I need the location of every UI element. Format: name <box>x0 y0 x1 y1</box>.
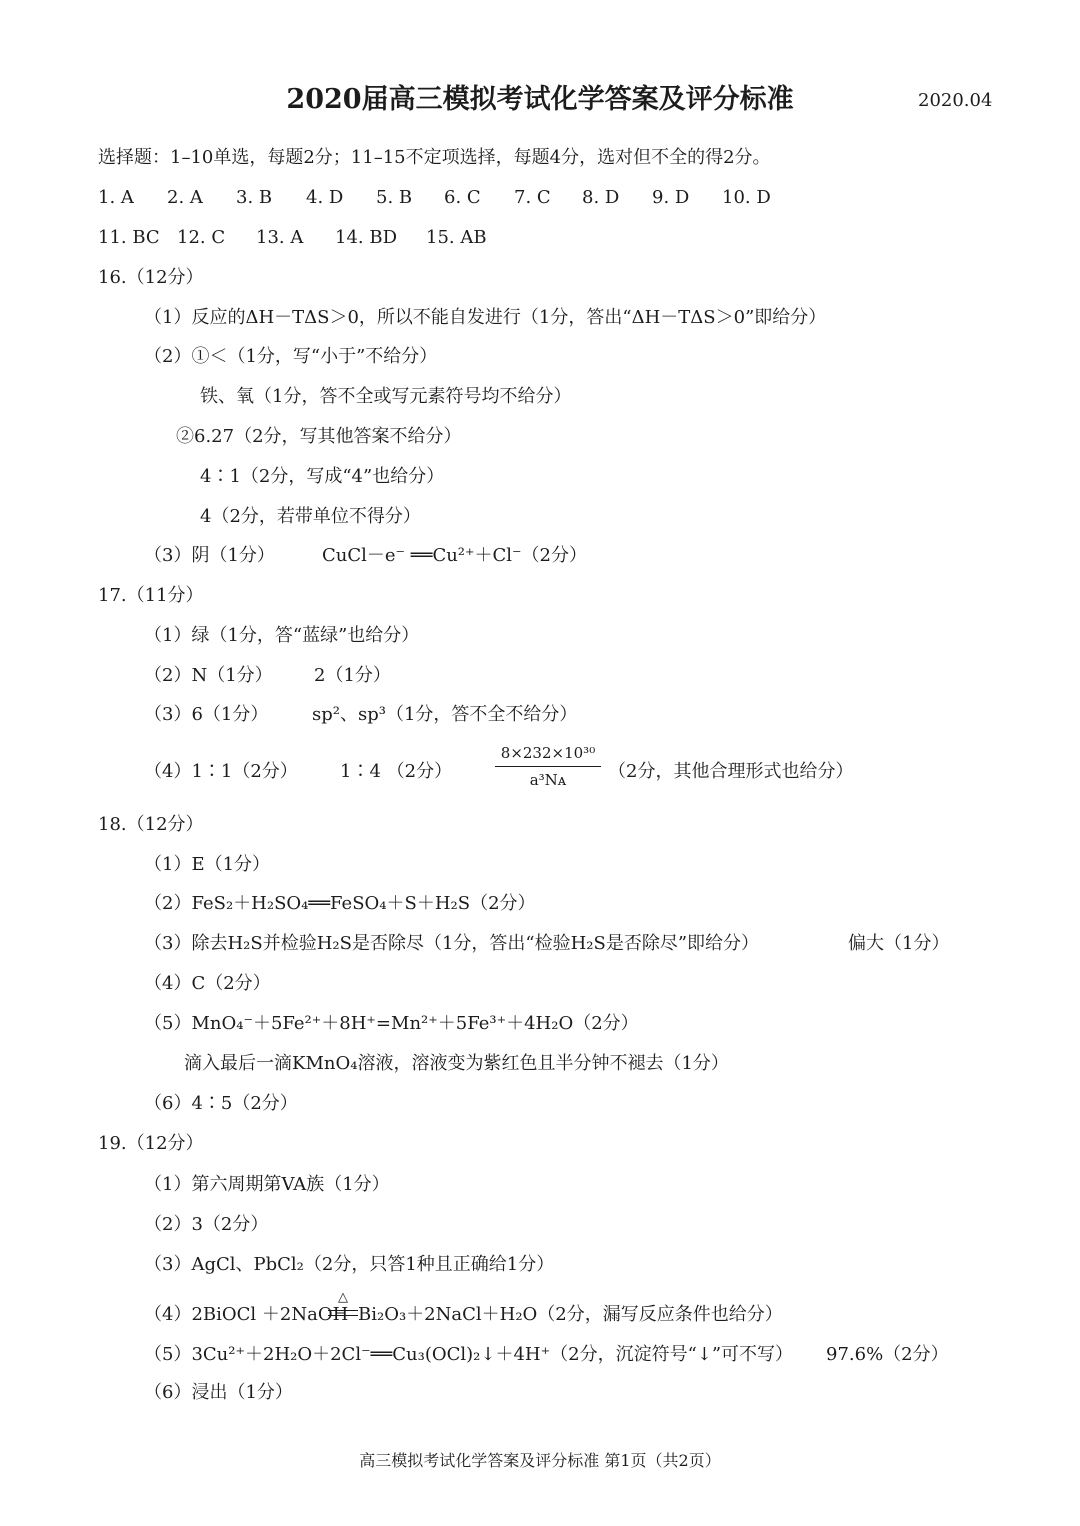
choice-answer: 6. C <box>444 187 481 208</box>
choice-answer: 8. D <box>582 187 620 208</box>
answer-line: （2）3（2分） <box>144 1214 269 1235</box>
answer-line: ②6.27（2分，写其他答案不给分） <box>176 426 462 447</box>
answer-line: 2（1分） <box>314 665 391 686</box>
choice-answer: 5. B <box>376 187 413 208</box>
choice-answer: 2. A <box>167 187 203 208</box>
choice-answer: 11. BC <box>98 227 160 248</box>
answer-line: （3）除去H₂S并检验H₂S是否除尽（1分，答出“检验H₂S是否除尽”即给分） <box>144 933 760 954</box>
choice-instructions: 选择题：1–10单选，每题2分；11–15不定项选择，每题4分，选对但不全的得2分。 <box>98 147 771 168</box>
answer-line: （5）MnO₄⁻＋5Fe²⁺＋8H⁺=Mn²⁺＋5Fe³⁺＋4H₂O（2分） <box>144 1013 639 1034</box>
answer-line: （1）E（1分） <box>144 854 271 875</box>
choice-answer: 7. C <box>514 187 551 208</box>
question-heading: 19.（12分） <box>98 1133 204 1154</box>
answer-line: Bi₂O₃＋2NaCl＋H₂O（2分，漏写反应条件也给分） <box>358 1304 783 1325</box>
equals-bar-top <box>328 1310 358 1311</box>
choice-answer: 10. D <box>722 187 771 208</box>
answer-line: （4）1∶1（2分） <box>144 761 298 782</box>
answer-line: 1∶4 （2分） <box>340 761 453 782</box>
answer-line: （6）浸出（1分） <box>144 1382 293 1403</box>
choice-answer: 4. D <box>306 187 344 208</box>
page-footer: 高三模拟考试化学答案及评分标准 第1页（共2页） <box>359 1451 721 1470</box>
answer-line: sp²、sp³（1分，答不全不给分） <box>312 704 578 725</box>
answer-line: （2分，其他合理形式也给分） <box>608 761 854 782</box>
page-title: 2020届高三模拟考试化学答案及评分标准 <box>286 84 794 115</box>
exam-date: 2020.04 <box>918 90 993 111</box>
answer-line: 滴入最后一滴KMnO₄溶液，溶液变为紫红色且半分钟不褪去（1分） <box>184 1053 729 1074</box>
answer-line: （2）①＜（1分，写“小于”不给分） <box>144 346 438 367</box>
answer-line: CuCl－e⁻ ══Cu²⁺＋Cl⁻（2分） <box>322 545 588 566</box>
question-heading: 18.（12分） <box>98 814 204 835</box>
choice-answer: 1. A <box>98 187 134 208</box>
choice-answer: 12. C <box>177 227 226 248</box>
choice-answer: 3. B <box>236 187 273 208</box>
answer-line: （1）第六周期第VA族（1分） <box>144 1174 390 1195</box>
choice-answer: 14. BD <box>335 227 398 248</box>
answer-line: 偏大（1分） <box>848 933 950 954</box>
equals-bar-bottom <box>328 1315 358 1316</box>
question-heading: 17.（11分） <box>98 585 204 606</box>
choice-answer: 9. D <box>652 187 690 208</box>
choice-answer: 15. AB <box>426 227 487 248</box>
answer-line: （3）6（1分） <box>144 704 269 725</box>
answer-line: （2）FeS₂＋H₂SO₄══FeSO₄＋S＋H₂S（2分） <box>144 893 536 914</box>
question-heading: 16.（12分） <box>98 267 204 288</box>
answer-line: （2）N（1分） <box>144 665 273 686</box>
answer-line: （5）3Cu²⁺＋2H₂O＋2Cl⁻══Cu₃(OCl)₂↓＋4H⁺（2分，沉淀符号“↓”可不写） <box>144 1344 794 1365</box>
answer-line: （1）绿（1分，答“蓝绿”也给分） <box>144 625 420 646</box>
density-fraction <box>495 742 601 791</box>
answer-line: （6）4∶5（2分） <box>144 1093 298 1114</box>
fraction-denominator: a³Nᴀ <box>529 771 567 789</box>
choice-answer: 13. A <box>256 227 304 248</box>
answer-line: （3）AgCl、PbCl₂（2分，只答1种且正确给1分） <box>144 1254 555 1275</box>
answer-line: （3）阴（1分） <box>144 545 275 566</box>
answer-line: 4（2分，若带单位不得分） <box>200 506 421 527</box>
heat-symbol: △ <box>338 1290 348 1305</box>
answer-line: （4）2BiOCl ＋2NaOH <box>144 1304 349 1325</box>
answer-line: （4）C（2分） <box>144 973 271 994</box>
heated-equals-sign <box>328 1291 358 1323</box>
fraction-numerator: 8×232×10³⁰ <box>495 742 601 767</box>
answer-line: 4∶1（2分，写成“4”也给分） <box>200 466 445 487</box>
answer-line: 97.6%（2分） <box>826 1344 949 1365</box>
answer-line: 铁、氧（1分，答不全或写元素符号均不给分） <box>200 386 572 407</box>
answer-line: （1）反应的ΔH－TΔS＞0，所以不能自发进行（1分，答出“ΔH－TΔS＞0”即给分） <box>144 307 827 328</box>
